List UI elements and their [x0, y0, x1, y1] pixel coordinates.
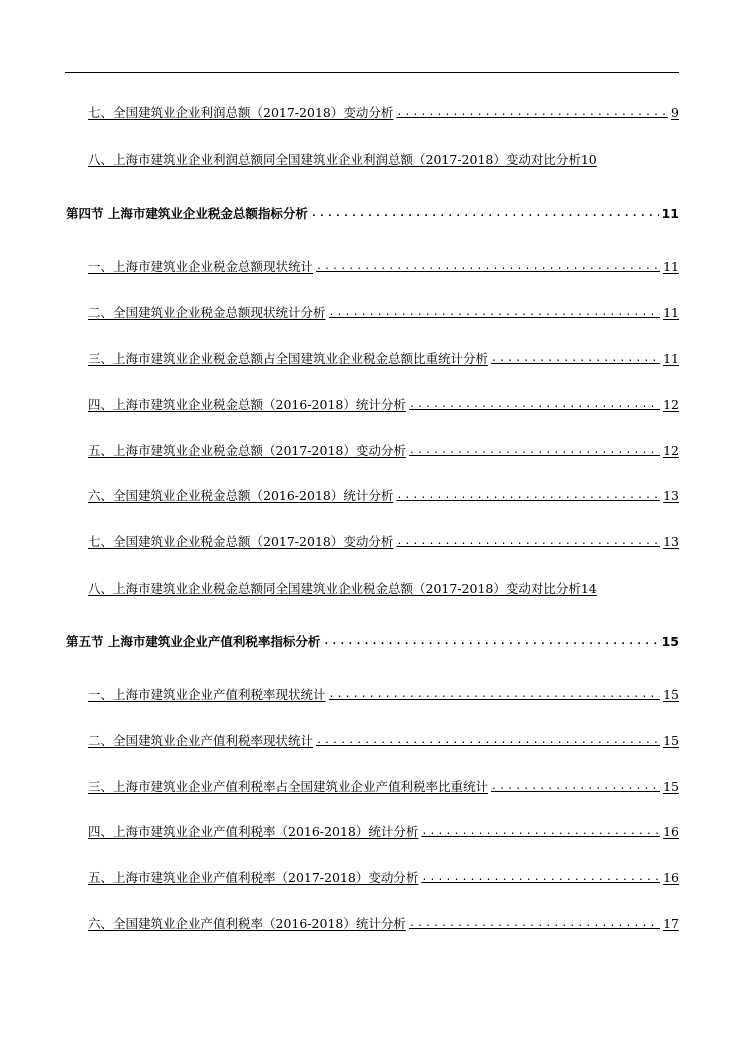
dot-leader	[409, 396, 660, 414]
toc-entry-title: 七、全国建筑业企业税金总额（2017-2018）变动分析	[88, 534, 394, 549]
toc-entry-page: 9	[671, 105, 679, 120]
toc-entry-title: 一、上海市建筑业企业税金总额现状统计	[88, 259, 314, 274]
toc-entry-page: 15	[661, 634, 679, 649]
dot-leader	[421, 869, 660, 887]
toc-entry[interactable]	[88, 686, 679, 704]
dot-leader	[421, 823, 660, 841]
dot-leader	[409, 442, 660, 460]
toc-entry-title: 二、全国建筑业企业产值利税率现状统计	[88, 733, 314, 748]
toc-entry[interactable]	[88, 533, 679, 551]
dot-leader	[396, 487, 660, 505]
toc-entry[interactable]	[88, 732, 679, 750]
toc-entry-title: 四、上海市建筑业企业税金总额（2016-2018）统计分析	[88, 397, 406, 412]
toc-entry-page: 15	[663, 779, 679, 794]
toc-entry[interactable]	[88, 580, 679, 598]
dot-leader	[329, 304, 661, 322]
toc-entry-page: 15	[663, 687, 679, 702]
toc-entry-page: 14	[580, 581, 597, 596]
dot-leader	[491, 778, 660, 796]
toc-section-entry[interactable]	[66, 633, 679, 651]
dot-leader	[316, 732, 660, 750]
dot-leader	[396, 104, 668, 122]
toc-entry-title: 二、全国建筑业企业税金总额现状统计分析	[88, 305, 326, 320]
toc-entry-title: 三、上海市建筑业企业税金总额占全国建筑业企业税金总额比重统计分析	[88, 351, 489, 366]
toc-entry-page: 13	[663, 488, 679, 503]
toc-entry-title: 八、上海市建筑业企业税金总额同全国建筑业企业税金总额（2017-2018）变动对比分析	[88, 581, 581, 596]
toc-entry[interactable]	[88, 350, 679, 368]
toc-entry-title: 三、上海市建筑业企业产值利税率占全国建筑业企业产值利税率比重统计	[88, 779, 489, 794]
toc-entry-page: 11	[663, 305, 679, 320]
toc-entry-page: 15	[663, 733, 679, 748]
dot-leader	[409, 915, 660, 933]
toc-entry-title: 六、全国建筑业企业产值利税率（2016-2018）统计分析	[88, 916, 406, 931]
toc-entry-page: 11	[663, 351, 679, 366]
toc-entry-title: 五、上海市建筑业企业税金总额（2017-2018）变动分析	[88, 443, 406, 458]
toc-entry[interactable]	[88, 258, 679, 276]
toc-entry-title: 八、上海市建筑业企业利润总额同全国建筑业企业利润总额（2017-2018）变动对比分析	[88, 152, 581, 167]
toc-entry-page: 16	[663, 824, 679, 839]
toc-entry-page: 12	[663, 443, 679, 458]
toc-section-entry[interactable]	[66, 205, 679, 223]
toc-section-title: 第五节 上海市建筑业企业产值利税率指标分析	[66, 634, 321, 649]
toc-section-title: 第四节 上海市建筑业企业税金总额指标分析	[66, 206, 308, 221]
toc-entry-title: 一、上海市建筑业企业产值利税率现状统计	[88, 687, 326, 702]
toc-entry[interactable]	[88, 396, 679, 414]
toc-entry[interactable]	[88, 778, 679, 796]
dot-leader	[329, 686, 661, 704]
dot-leader	[491, 350, 660, 368]
toc-entry[interactable]	[88, 869, 679, 887]
toc-entry-title: 四、上海市建筑业企业产值利税率（2016-2018）统计分析	[88, 824, 419, 839]
toc-entry-page: 13	[663, 534, 679, 549]
toc-entry[interactable]	[88, 915, 679, 933]
dot-leader	[396, 533, 660, 551]
toc-entry[interactable]	[88, 304, 679, 322]
toc-entry-page: 17	[663, 916, 679, 931]
toc-entry-title: 六、全国建筑业企业税金总额（2016-2018）统计分析	[88, 488, 394, 503]
toc-entry-page: 10	[580, 152, 597, 167]
toc-entry[interactable]	[88, 151, 679, 169]
toc-entry-page: 11	[663, 259, 679, 274]
toc-entry[interactable]	[88, 442, 679, 460]
toc-entry-page: 11	[661, 206, 679, 221]
toc-entry-title: 七、全国建筑业企业利润总额（2017-2018）变动分析	[88, 105, 394, 120]
toc-entry-page: 12	[663, 397, 679, 412]
toc-entry[interactable]	[88, 823, 679, 841]
dot-leader	[316, 258, 660, 276]
toc-entry-page: 16	[663, 870, 679, 885]
dot-leader	[311, 205, 659, 223]
dot-leader	[323, 633, 658, 651]
toc-entry[interactable]	[88, 104, 679, 122]
toc-entry-title: 五、上海市建筑业企业产值利税率（2017-2018）变动分析	[88, 870, 419, 885]
toc-entry[interactable]	[88, 487, 679, 505]
